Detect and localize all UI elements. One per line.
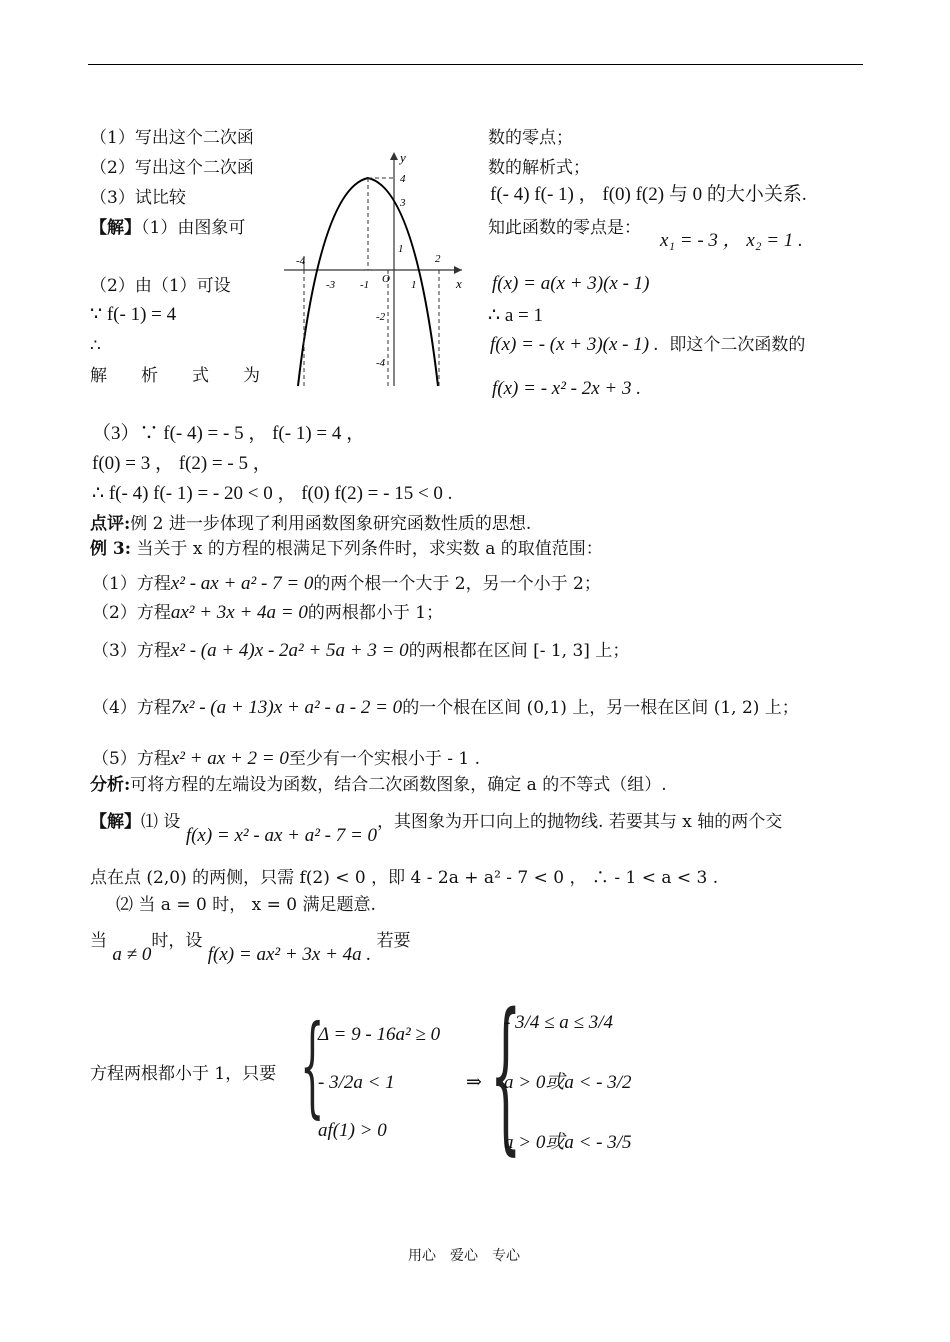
example3-heading (90, 539, 603, 559)
s2-prefix: 当 (90, 931, 107, 951)
s1-tail: ，其图象为开口向上的抛物线. 若要其与 x 轴的两个交 (377, 812, 783, 832)
comment-line (90, 514, 531, 534)
right-q2-tail: 数的解析式； (488, 158, 590, 178)
left-q1: （1）写出这个二次函 (90, 128, 254, 148)
item-tail: 的一个根在区间 (0,1) 上，另一根在区间 (1, 2) 上； (402, 698, 799, 718)
item-prefix: （2）方程 (92, 603, 171, 623)
right-sol1-tail: 知此函数的零点是： (488, 218, 641, 238)
example3-item-3 (92, 640, 629, 663)
s1-prefix: ⑴ 设 (141, 812, 181, 832)
x-tick-neg4: -4 (296, 255, 306, 267)
item-prefix: （5）方程 (92, 749, 171, 769)
analysis-line (90, 775, 667, 795)
part3-line1: （3）∵ f(- 4) = - 5 ， f(- 1) = 4 ， (92, 423, 366, 444)
part3-line3: ∴ f(- 4) f(- 1) = - 20 < 0 ， f(0) f(2) = - 15 < 0 . (92, 483, 453, 504)
parabola-graph (280, 148, 470, 390)
zeros-result: x₁ = - 3 ， x₂ = 1 . (660, 230, 803, 251)
right-brace: { (490, 978, 522, 1170)
solution-label: 【解】 (90, 218, 141, 238)
solution-text: （1）由图象可 (141, 218, 246, 238)
example3-item-1 (92, 573, 601, 596)
part3-line2: f(0) = 3 ， f(2) = - 5 ， (92, 453, 272, 474)
therefore-symbol: ∴ (90, 336, 101, 356)
example3-intro: 当关于 x 的方程的根满足下列条件时，求实数 a 的取值范围： (136, 539, 603, 559)
system-left-2: - 3/2a < 1 (318, 1072, 395, 1093)
system-left-1: Δ = 9 - 16a² ≥ 0 (318, 1024, 441, 1045)
example3-item-5 (92, 748, 480, 771)
item-equation: ax² + 3x + 4a = 0 (170, 602, 308, 623)
solution-1-line (90, 811, 783, 846)
x-tick-neg3: -3 (326, 279, 336, 291)
system-right-2: a > 0或a < - 3/2 (504, 1072, 632, 1093)
example3-item-2 (92, 602, 443, 625)
left-q2: （2）写出这个二次函 (90, 158, 254, 178)
item-tail: 的两根都在区间 [- 1, 3] 上； (408, 641, 630, 661)
item-equation: 7x² - (a + 13)x + a² - a - 2 = 0 (170, 697, 403, 718)
a-value: ∴ a = 1 (488, 305, 543, 326)
s2-tail: 若要 (376, 931, 411, 951)
solution-2-line2 (90, 930, 411, 965)
system-right-1: - 3/4 ≤ a ≤ 3/4 (504, 1012, 613, 1033)
right-q1-tail: 数的零点； (488, 128, 573, 148)
x-tick-2: 2 (435, 253, 441, 265)
fx-line-tail: 即这个二次函数的 (669, 335, 806, 355)
s1-equation: f(x) = x² - ax + a² - 7 = 0 (185, 825, 378, 846)
item-prefix: （1）方程 (92, 574, 171, 594)
origin-label: O (382, 273, 390, 285)
item-equation: x² - (a + 4)x - 2a² + 5a + 3 = 0 (170, 640, 409, 661)
item-tail: 至少有一个实根小于 - 1 . (288, 749, 481, 769)
s2-mid: 时，设 (151, 931, 203, 951)
analytic-prefix: 解 析 式 为 (90, 366, 260, 386)
item-tail: 的两根都小于 1； (307, 603, 444, 623)
x-axis-arrow (454, 266, 462, 274)
left-sol1 (90, 218, 245, 238)
comment-label: 点评: (90, 514, 131, 534)
y-tick-3: 3 (400, 197, 406, 209)
expanded-formula: f(x) = - x² - 2x + 3 . (492, 378, 641, 399)
system-right-3: a > 0或a < - 3/5 (504, 1132, 632, 1153)
solution-label: 【解】 (90, 812, 141, 832)
example3-item-4 (92, 697, 799, 720)
y-tick-neg4: -4 (376, 357, 386, 369)
y-tick-neg2: -2 (376, 311, 386, 323)
y-axis-label: y (400, 150, 406, 165)
item-equation: x² + ax + 2 = 0 (170, 748, 289, 769)
header-rule (88, 64, 863, 65)
fx-formula: f(x) = - (x + 3)(x - 1) . (490, 334, 659, 355)
system-intro: 方程两根都小于 1，只要 (90, 1064, 277, 1084)
analysis-label: 分析: (90, 775, 131, 795)
system-left-3: af(1) > 0 (318, 1120, 387, 1141)
y-tick-4: 4 (400, 173, 406, 185)
x-tick-1: 1 (411, 279, 417, 291)
analysis-text: 可将方程的左端设为函数，结合二次函数图象，确定 a 的不等式（组）. (130, 775, 667, 795)
s2-equation: f(x) = ax² + 3x + 4a . (207, 944, 372, 965)
since-line: ∵ f(- 1) = 4 (90, 304, 177, 325)
x-axis-label: x (456, 276, 462, 291)
fx-line (490, 334, 805, 357)
right-q3-tail: f(- 4) f(- 1) ， f(0) f(2) 与 0 的大小关系. (490, 184, 807, 205)
item-prefix: （4）方程 (92, 698, 171, 718)
y-tick-1: 1 (398, 243, 404, 255)
y-axis-arrow (390, 152, 398, 160)
solution-1-line2: 点在点 (2,0) 的两侧，只需 f(2) < 0 ，即 4 - 2a + a² - 7 < 0 ， ∴ - 1 < a < 3 . (90, 868, 719, 888)
x-tick-neg1: -1 (360, 279, 370, 291)
item-prefix: （3）方程 (92, 641, 171, 661)
left-sol2: （2）由（1）可设 (90, 276, 231, 296)
left-brace: { (300, 1001, 325, 1129)
setup-formula: f(x) = a(x + 3)(x - 1) (492, 273, 650, 294)
comment-text: 例 2 进一步体现了利用函数图象研究函数性质的思想. (130, 514, 532, 534)
s2-condition: a ≠ 0 (112, 944, 152, 965)
left-q3: （3）试比较 (90, 188, 186, 208)
solution-2-line1: ⑵ 当 a = 0 时， x = 0 满足题意. (116, 895, 376, 915)
item-equation: x² - ax + a² - 7 = 0 (170, 573, 314, 594)
implies-arrow: ⇒ (466, 1072, 482, 1093)
page-footer: 用心 爱心 专心 (408, 1248, 520, 1264)
example3-label: 例 3: (90, 539, 132, 559)
item-tail: 的两个根一个大于 2，另一个小于 2； (313, 574, 601, 594)
